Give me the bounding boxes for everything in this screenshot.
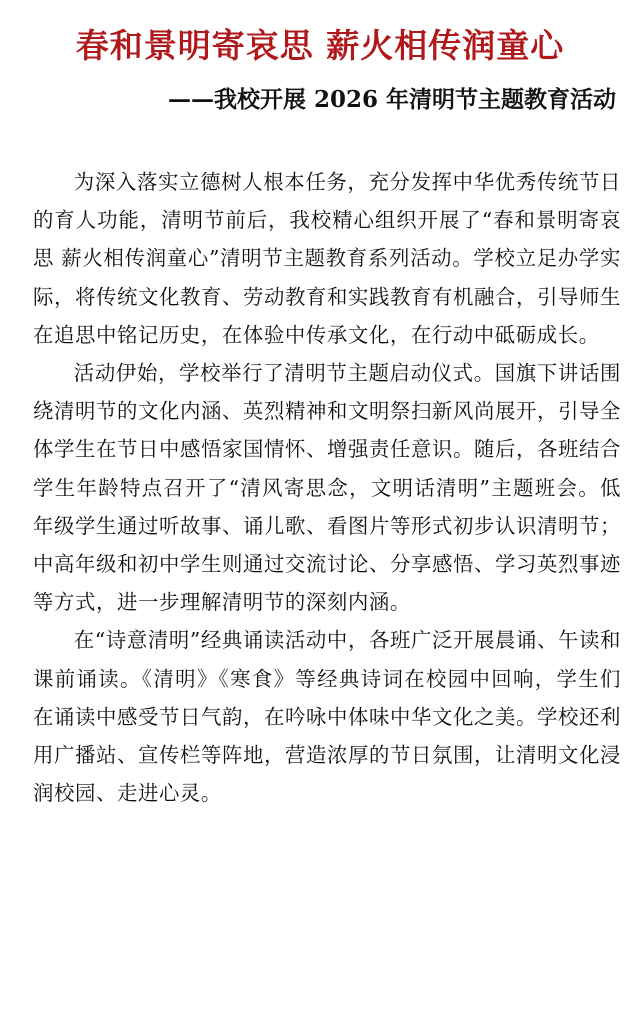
- article-body: [33, 163, 621, 812]
- article-subtitle: ——我校开展 2026 年清明节主题教育活动: [167, 86, 616, 113]
- paragraph: 在“诗意清明”经典诵读活动中，各班广泛开展晨诵、午读和课前诵读。《清明》《寒食》等经典诗词在校园中回响，学生们在诵读中感受节日气韵，在吟咏中体味中华文化之美。学校还利用广播站、宣传栏等阵地，营造浓厚的节日氛围，让清明文化浸润校园、走进心灵。: [33, 628, 621, 806]
- paragraph: 为深入落实立德树人根本任务，充分发挥中华优秀传统节日的育人功能，清明节前后，我校精心组织开展了“春和景明寄哀思 薪火相传润童心”清明节主题教育系列活动。学校立足办学实际，将传统文化教育、劳动教育和实践教育有机融合，引导师生在追思中铭记历史，在体验中传承文化，在行动中砥砺成长。: [33, 170, 621, 347]
- paragraph: 活动伊始，学校举行了清明节主题启动仪式。国旗下讲话围绕清明节的文化内涵、英烈精神和文明祭扫新风尚展开，引导全体学生在节日中感悟家国情怀、增强责任意识。随后，各班结合学生年龄特点召开了“清风寄思念，文明话清明”主题班会。低年级学生通过听故事、诵儿歌、看图片等形式初步认识清明节；中高年级和初中学生则通过交流讨论、分享感悟、学习英烈事迹等方式，进一步理解清明节的深刻内涵。: [33, 361, 621, 615]
- article-title: 春和景明寄哀思 薪火相传润童心: [75, 26, 565, 65]
